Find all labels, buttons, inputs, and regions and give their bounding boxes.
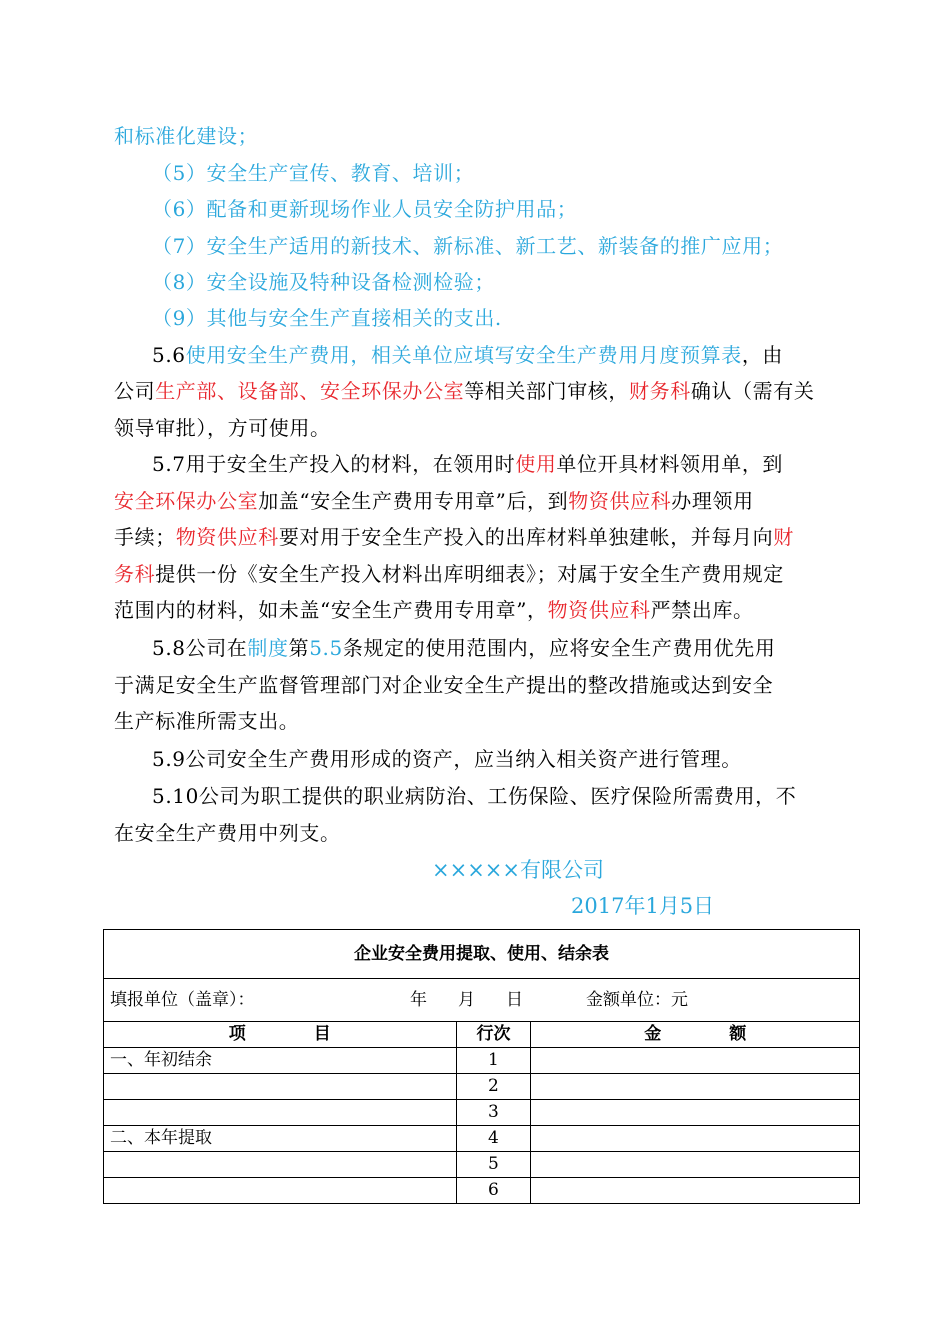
list-item: （5）安全生产宣传、教育、培训； [152,161,475,185]
paragraph-5-8-line2: 于满足安全生产监督管理部门对企业安全生产提出的整改措施或达到安全 [114,673,774,697]
paragraph-5-10-line2: 在安全生产费用中列支。 [114,821,341,845]
row-item-cell [104,1178,457,1204]
row-item-cell [104,1152,457,1178]
row-item-cell [104,1100,457,1126]
highlight-text: 5.5 [309,636,343,660]
paragraph-5-8-line3: 生产标准所需支出。 [114,709,300,733]
column-header-row-no: 行次 [456,1022,531,1048]
department-text: 财 [773,525,794,549]
department-text: 务科 [114,562,156,586]
department-text: 物资供应科 [547,598,651,622]
row-number-cell: 6 [456,1178,531,1204]
paragraph-5-7-line3 [114,519,838,555]
paragraph-5-6-line1 [152,337,838,373]
text-run: 5.7用于安全生产投入的材料，在领用时 [152,452,516,476]
text-run: 条规定的使用范围内，应将安全生产费用优先用 [342,636,776,660]
row-number-cell: 4 [456,1126,531,1152]
row-amount-cell [531,1126,860,1152]
department-text: 财务科 [629,379,691,403]
row-amount-cell [531,1152,860,1178]
department-text: 物资供应科 [175,525,279,549]
table-row [104,1100,860,1126]
text-run: 等相关部门审核， [464,379,630,403]
date-year-label: 年 [410,989,427,1010]
list-item: （7）安全生产适用的新技术、新标准、新工艺、新装备的推广应用； [152,234,784,258]
highlight-text: 使用安全生产费用，相关单位应填写安全生产费用月度预算表 [185,343,742,367]
paragraph-5-7-line5 [114,592,838,628]
row-number-cell: 5 [456,1152,531,1178]
list-item: （9）其他与安全生产直接相关的支出. [152,306,502,330]
paragraph-5-7-line1 [152,446,838,482]
text-run: 严禁出库。 [650,598,754,622]
list-item: （8）安全设施及特种设备检测检验； [152,270,495,294]
highlight-text: 制度 [247,636,289,660]
signature-date: 2017年1月5日 [571,894,715,918]
text-run: 第 [288,636,310,660]
table-row [104,1126,860,1152]
paragraph-5-8-line1 [152,630,838,666]
row-item-cell: 一、年初结余 [104,1048,457,1074]
row-number-cell: 2 [456,1074,531,1100]
date-month-label: 月 [458,989,475,1010]
row-amount-cell [531,1048,860,1074]
safety-fee-table [103,929,860,1204]
clause-number: 5.6 [152,343,186,367]
row-item-cell: 二、本年提取 [104,1126,457,1152]
text-line: 和标准化建设； [114,124,259,148]
text-run: 提供一份《安全生产投入材料出库明细表》；对属于安全生产费用规定 [155,562,784,586]
text-run: 5.8公司在 [152,636,248,660]
text-run: 公司 [114,379,156,403]
list-item: （6）配备和更新现场作业人员安全防护用品； [152,197,578,221]
column-header-item: 项 目 [104,1022,457,1048]
text-run: 要对用于安全生产投入的出库材料单独建帐，并每月向 [278,525,774,549]
column-header-amount: 金 额 [531,1022,860,1048]
reporting-unit-label: 填报单位（盖章）： [110,989,255,1010]
text-run: 加盖“安全生产费用专用章”后，到 [258,489,569,513]
table-row [104,1178,860,1204]
paragraph-5-9: 5.9公司安全生产费用形成的资产，应当纳入相关资产进行管理。 [152,747,742,771]
date-day-label: 日 [506,989,523,1010]
table-info-row [104,979,860,1022]
department-text: 物资供应科 [568,489,672,513]
paragraph-5-7-line4 [114,556,838,592]
text-run: 单位开具材料领用单，到 [556,452,784,476]
table-row [104,1074,860,1100]
row-amount-cell [531,1100,860,1126]
text-run: 确认（需有关 [690,379,815,403]
paragraph-5-10-line1: 5.10公司为职工提供的职业病防治、工伤保险、医疗保险所需费用，不 [152,784,797,808]
table-row [104,1048,860,1074]
highlight-text: 使用 [515,452,557,476]
row-number-cell: 1 [456,1048,531,1074]
row-number-cell: 3 [456,1100,531,1126]
table-title: 企业安全费用提取、使用、结余表 [104,930,860,979]
table-row [104,1152,860,1178]
text-run: ，由 [741,343,784,367]
text-run: 范围内的材料，如未盖“安全生产费用专用章”， [114,598,548,622]
text-run: 办理领用 [671,489,754,513]
paragraph-5-7-line2 [114,483,838,519]
text-run: 手续； [114,525,176,549]
company-signature: ×××××有限公司 [432,858,604,882]
paragraph-5-6-line2 [114,373,838,409]
row-amount-cell [531,1074,860,1100]
paragraph-5-6-line3: 领导审批），方可使用。 [114,416,331,440]
department-text: 生产部、设备部、安全环保办公室 [155,379,465,403]
department-text: 安全环保办公室 [114,489,259,513]
row-amount-cell [531,1178,860,1204]
row-item-cell [104,1074,457,1100]
amount-unit-label: 金额单位：元 [586,989,688,1010]
